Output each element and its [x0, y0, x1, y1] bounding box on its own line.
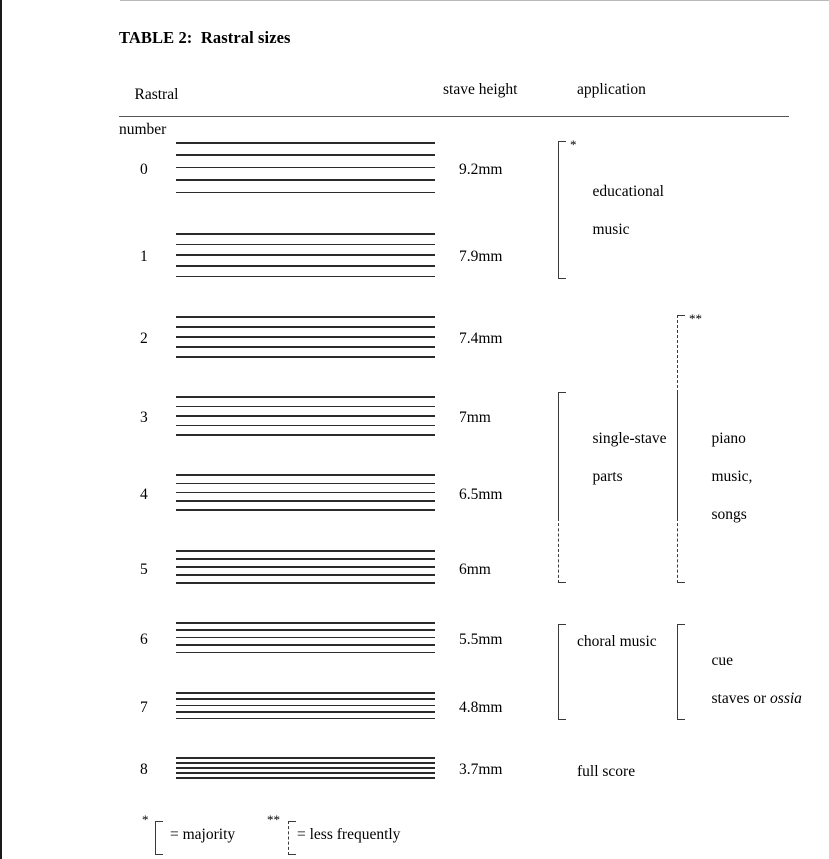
- stave-height-8: 3.7mm: [459, 761, 503, 778]
- stave-height-2: 7.4mm: [459, 330, 503, 347]
- application-piano-line2: music,: [711, 468, 753, 485]
- rastral-number-8: 8: [140, 761, 148, 778]
- application-piano-line3: songs: [711, 506, 747, 523]
- stave-height-5: 6mm: [459, 561, 491, 578]
- bracket-segment-dashed: [288, 821, 289, 855]
- application-cue-line2-prefix: staves or: [711, 690, 771, 707]
- bracket-tick-bottom: [288, 854, 296, 855]
- legend-marker-less-frequently: **: [267, 812, 280, 827]
- application-label-choral-music: choral music: [577, 633, 657, 650]
- application-educational-line2: music: [592, 221, 630, 238]
- rastral-number-4: 4: [140, 486, 148, 503]
- bracket-tick-top: [288, 821, 296, 822]
- application-single-stave-line2: parts: [592, 468, 623, 485]
- legend-bracket-dashed: [288, 821, 297, 855]
- application-label-full-score: full score: [577, 763, 636, 780]
- application-cue-line1: cue: [711, 652, 734, 669]
- rastral-number-5: 5: [140, 561, 148, 578]
- legend-marker-majority: *: [142, 812, 149, 827]
- stave-height-6: 5.5mm: [459, 631, 503, 648]
- column-header-stave-height: stave height: [443, 81, 518, 98]
- application-piano-line1: piano: [711, 430, 746, 447]
- stave-height-3: 7mm: [459, 409, 491, 426]
- column-header-application: application: [577, 81, 646, 98]
- stave-height-4: 6.5mm: [459, 486, 503, 503]
- rastral-number-1: 1: [140, 248, 148, 265]
- application-cue-line2-ossia: ossia: [770, 690, 802, 707]
- rastral-number-2: 2: [140, 330, 148, 347]
- column-header-rastral-line1: Rastral: [134, 85, 179, 103]
- rastral-number-6: 6: [140, 631, 148, 648]
- legend-text-less-frequently: = less frequently: [297, 826, 401, 843]
- marker-double-asterisk-piano: **: [689, 311, 702, 326]
- legend-text-majority: = majority: [170, 826, 236, 843]
- legend-bracket-solid: [155, 821, 164, 855]
- rastral-number-0: 0: [140, 161, 148, 178]
- rastral-number-7: 7: [140, 699, 148, 716]
- bracket-tick-bottom: [155, 854, 163, 855]
- application-single-stave-line1: single-stave: [592, 430, 667, 447]
- application-educational-line1: educational: [592, 183, 664, 200]
- marker-asterisk-educational: *: [570, 137, 577, 152]
- table-title: TABLE 2: Rastral sizes: [119, 28, 291, 47]
- bracket-segment-solid: [155, 821, 156, 855]
- column-header-rastral-line2: number: [119, 121, 167, 138]
- stave-height-1: 7.9mm: [459, 248, 503, 265]
- rastral-number-3: 3: [140, 409, 148, 426]
- stave-height-0: 9.2mm: [459, 161, 503, 178]
- stave-height-7: 4.8mm: [459, 699, 503, 716]
